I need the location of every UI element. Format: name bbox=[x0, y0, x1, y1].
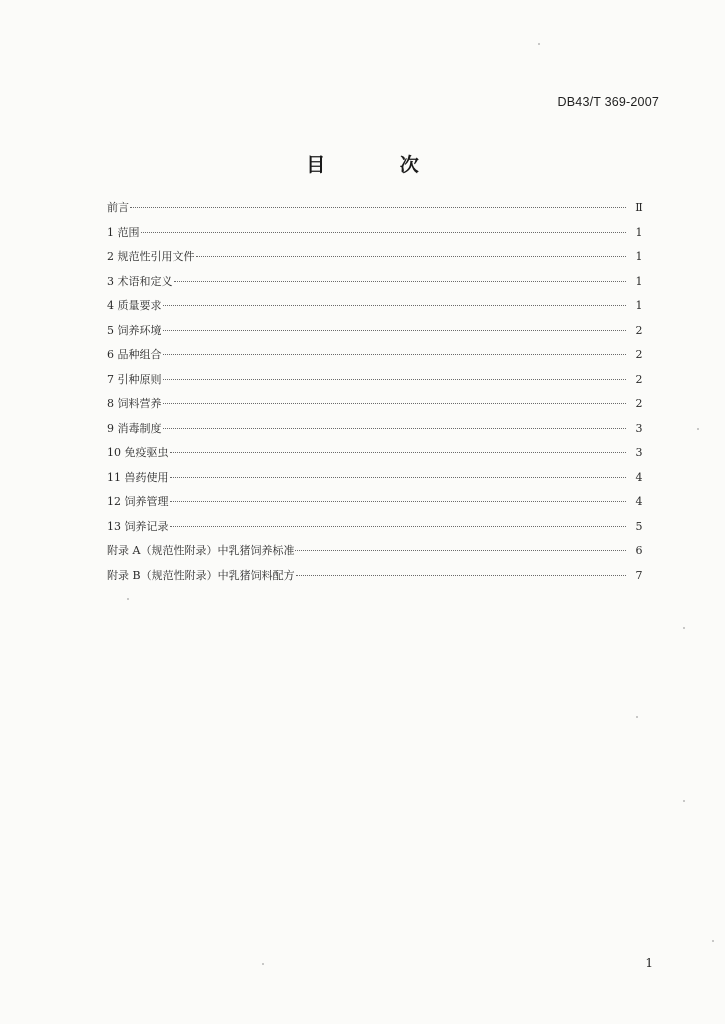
toc-entry-page: 2 bbox=[635, 323, 643, 337]
dot-leader bbox=[170, 501, 627, 502]
toc-entry-management[interactable] bbox=[107, 493, 646, 518]
dot-leader bbox=[141, 232, 627, 233]
dot-leader bbox=[170, 452, 627, 453]
dot-leader bbox=[170, 526, 627, 527]
toc-entry-appendix-b[interactable] bbox=[107, 567, 646, 592]
scan-speck bbox=[712, 940, 714, 942]
toc-entry-page: 4 bbox=[635, 470, 643, 484]
toc-entry-label: 3 术语和定义 bbox=[107, 274, 173, 288]
toc-entry-label: 13 饲养记录 bbox=[107, 519, 169, 533]
toc-entry-page: 1 bbox=[635, 250, 643, 263]
toc-entry-label: 10 免疫驱虫 bbox=[107, 446, 169, 459]
page-number: 1 bbox=[645, 956, 653, 970]
toc-entry-page: 3 bbox=[635, 421, 643, 435]
toc-entry-page: 3 bbox=[635, 446, 643, 459]
toc-entry-appendix-a[interactable] bbox=[107, 542, 646, 567]
toc-entry-page: 2 bbox=[635, 397, 643, 410]
toc-entry-label: 12 饲养管理 bbox=[107, 495, 169, 508]
standard-code: DB43/T 369-2007 bbox=[557, 95, 659, 109]
scan-speck bbox=[636, 716, 638, 718]
toc-entry-label: 4 质量要求 bbox=[107, 299, 162, 312]
toc-entry-label: 11 兽药使用 bbox=[107, 470, 169, 484]
toc-entry-scope[interactable] bbox=[107, 224, 646, 249]
toc-entry-foreword[interactable] bbox=[107, 199, 646, 224]
dot-leader bbox=[174, 281, 627, 282]
toc-entry-veterinary-drugs[interactable] bbox=[107, 469, 646, 494]
table-of-contents bbox=[107, 199, 646, 591]
scan-speck bbox=[538, 43, 540, 45]
dot-leader bbox=[170, 477, 627, 478]
toc-entry-introduction[interactable] bbox=[107, 371, 646, 396]
toc-entry-nutrition[interactable] bbox=[107, 395, 646, 420]
dot-leader bbox=[163, 330, 627, 331]
toc-entry-label: 8 饲料营养 bbox=[107, 397, 162, 410]
toc-entry-label: 前言 bbox=[107, 201, 129, 214]
toc-entry-page: 2 bbox=[635, 348, 643, 361]
dot-leader bbox=[163, 354, 627, 355]
dot-leader bbox=[296, 575, 626, 576]
toc-entry-environment[interactable] bbox=[107, 322, 646, 347]
dot-leader bbox=[163, 428, 627, 429]
scan-speck bbox=[683, 800, 685, 802]
dot-leader bbox=[196, 256, 627, 257]
toc-title: 目 次 bbox=[306, 154, 453, 176]
toc-entry-page: 1 bbox=[635, 299, 643, 312]
scan-speck bbox=[262, 963, 264, 965]
scan-speck bbox=[683, 627, 685, 629]
toc-entry-terms[interactable] bbox=[107, 273, 646, 298]
toc-entry-label: 附录 B（规范性附录）中乳猪饲料配方 bbox=[107, 568, 295, 582]
toc-entry-label: 5 饲养环境 bbox=[107, 323, 162, 337]
toc-entry-records[interactable] bbox=[107, 518, 646, 543]
toc-entry-label: 9 消毒制度 bbox=[107, 421, 162, 435]
toc-entry-label: 2 规范性引用文件 bbox=[107, 250, 195, 263]
toc-entry-label: 1 范围 bbox=[107, 225, 140, 239]
dot-leader bbox=[163, 403, 627, 404]
toc-entry-quality[interactable] bbox=[107, 297, 646, 322]
toc-entry-label: 7 引种原则 bbox=[107, 372, 162, 386]
toc-entry-normative-references[interactable] bbox=[107, 248, 646, 273]
toc-entry-page: 1 bbox=[635, 225, 643, 239]
toc-entry-page: 6 bbox=[635, 544, 643, 557]
toc-entry-page: Ⅱ bbox=[635, 201, 643, 214]
toc-entry-page: 7 bbox=[635, 568, 643, 582]
toc-entry-disinfection[interactable] bbox=[107, 420, 646, 445]
toc-entry-breeds[interactable] bbox=[107, 346, 646, 371]
dot-leader bbox=[130, 207, 626, 208]
toc-entry-page: 4 bbox=[635, 495, 643, 508]
toc-entry-page: 5 bbox=[635, 519, 643, 533]
toc-entry-page: 1 bbox=[635, 274, 643, 288]
toc-entry-label: 附录 A（规范性附录）中乳猪饲养标准 bbox=[107, 544, 295, 557]
scan-speck bbox=[697, 428, 699, 430]
dot-leader bbox=[163, 379, 627, 380]
toc-entry-label: 6 品种组合 bbox=[107, 348, 162, 361]
dot-leader bbox=[295, 550, 626, 551]
scan-speck bbox=[127, 598, 129, 600]
toc-entry-page: 2 bbox=[635, 372, 643, 386]
toc-entry-immunization[interactable] bbox=[107, 444, 646, 469]
dot-leader bbox=[163, 305, 627, 306]
